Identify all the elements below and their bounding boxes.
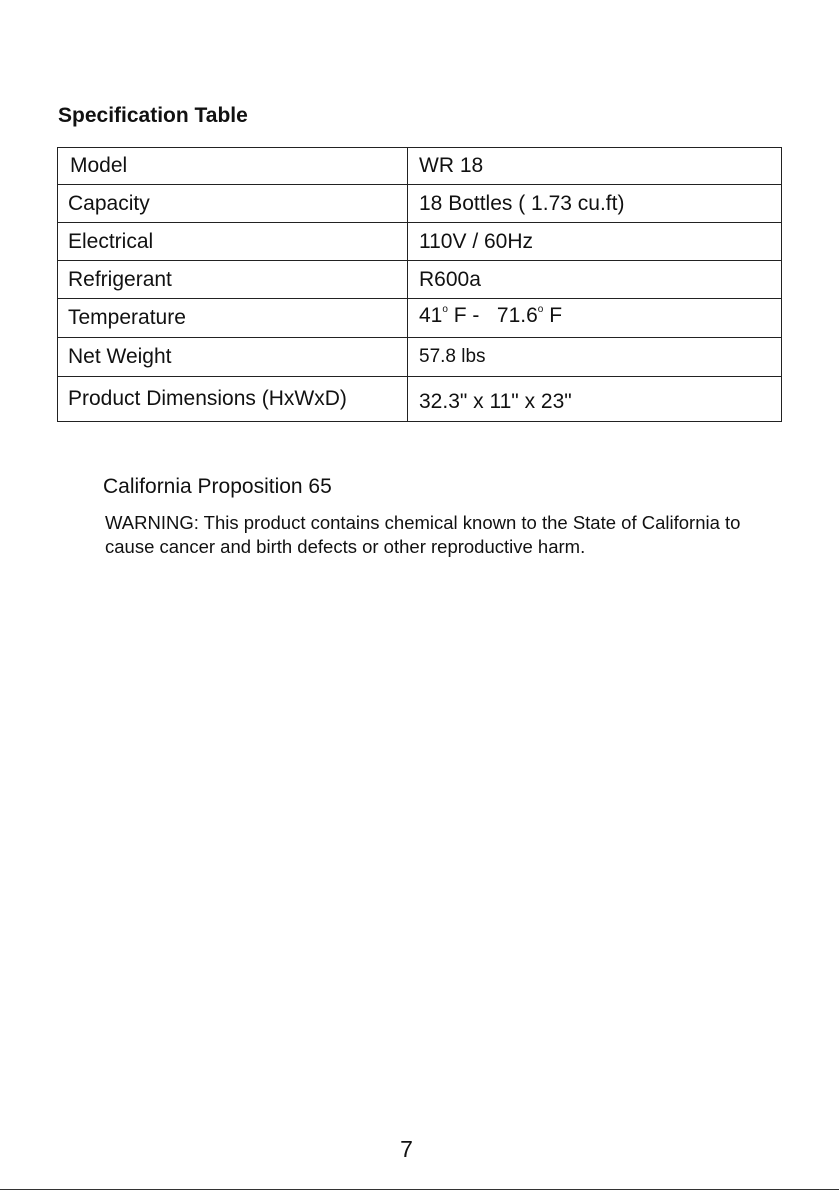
- spec-value-dimensions: 32.3" x 11" x 23": [408, 377, 782, 422]
- spec-value-model: WR 18: [408, 148, 782, 185]
- temperature-low: 41: [419, 304, 443, 327]
- specification-table: [57, 147, 782, 422]
- table-row: [58, 148, 782, 185]
- spec-value-electrical: 110V / 60Hz: [408, 223, 782, 261]
- table-row: [58, 338, 782, 377]
- page-number: 7: [400, 1136, 413, 1162]
- spec-label-model: Model: [58, 148, 408, 185]
- degree-symbol: o: [442, 304, 448, 315]
- table-row: [58, 377, 782, 422]
- table-row: [58, 261, 782, 299]
- spec-value-net-weight: 57.8 lbs: [408, 338, 782, 377]
- spec-label-temperature: Temperature: [58, 299, 408, 338]
- spec-label-refrigerant: Refrigerant: [58, 261, 408, 299]
- spec-label-electrical: Electrical: [58, 223, 408, 261]
- table-row: [58, 299, 782, 338]
- spec-label-capacity: Capacity: [58, 185, 408, 223]
- warning-text: WARNING: This product contains chemical known to the State of California to cause cancer and birth defects or other reproductive harm.: [105, 512, 741, 557]
- degree-symbol: o: [537, 304, 544, 315]
- spec-label-dimensions: Product Dimensions (HxWxD): [58, 377, 408, 422]
- spec-value-temperature: [408, 299, 782, 338]
- page-bottom-divider: [0, 1189, 839, 1190]
- temperature-range-mid: F - 71.6: [447, 304, 538, 327]
- spec-label-net-weight: Net Weight: [58, 338, 408, 377]
- proposition-65-title: California Proposition 65: [103, 475, 332, 498]
- page-title: Specification Table: [58, 104, 248, 127]
- table-row: [58, 223, 782, 261]
- temperature-unit-high: F: [543, 304, 563, 327]
- table-row: [58, 185, 782, 223]
- spec-value-refrigerant: R600a: [408, 261, 782, 299]
- spec-value-capacity: 18 Bottles ( 1.73 cu.ft): [408, 185, 782, 223]
